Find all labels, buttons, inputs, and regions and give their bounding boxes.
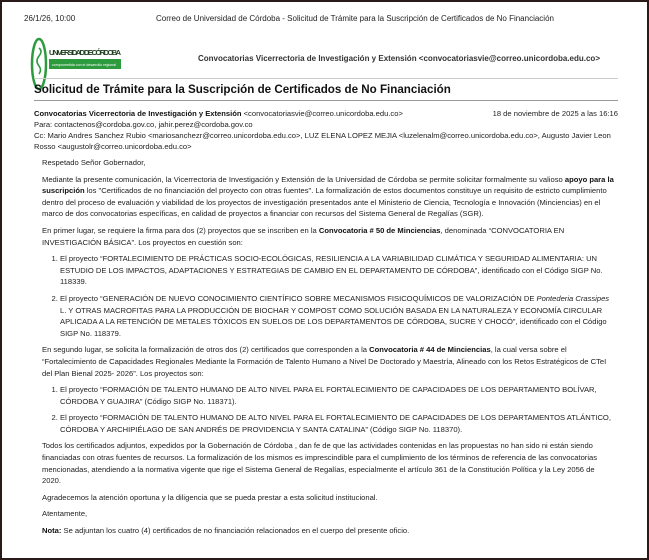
svg-text:UNIVERSIDAD DE CÓRDOBA: UNIVERSIDAD DE CÓRDOBA — [49, 48, 121, 57]
cc-line: Cc: Mario Andres Sanchez Rubio <mariosanchezr@correo.unicordoba.edu.co>, LUZ ELENA LOPEZ MEJIA <luzelenalm@correo.unicordoba.edu.co>, Augusto Javier Leon Rosso <augustolr@correo.unicordoba.edu.co> — [34, 131, 611, 151]
list-item: 1. El proyecto “FORMACIÓN DE TALENTO HUMANO DE ALTO NIVEL PARA EL FORTALECIMIENTO DE CAPACIDADES DE LOS DEPARTAMENTO BOLÍVAR, CÓRDOBA Y GUAJIRA” (Código SIGP No. 118371). — [60, 384, 614, 407]
list-item: 2. El proyecto “FORMACIÓN DE TALENTO HUMANO DE ALTO NIVEL PARA EL FORTALECIMIENTO DE CAPACIDADES DE LOS DEPARTAMENTOS ATLÁNTICO, CÓRDOBA Y ARCHIPIÉLAGO DE SAN ANDRÉS DE PROVIDENCIA Y SANTA CATALINA” (Código SIGP No. 118370). — [60, 412, 614, 435]
greeting: Respetado Señor Gobernador, — [42, 158, 146, 167]
list-item: 1. El proyecto “FORTALECIMIENTO DE PRÁCTICAS SOCIO-ECOLÓGICAS, RESILIENCIA A LA VARIABILIDAD CLIMÁTICA Y SEGURIDAD ALIMENTARIA: UN ESTUDIO DE LOS IMPACTOS, ADAPTACIONES Y ESTRATEGIAS DE CAMBIO EN EL DEPARTAMENTO DE CÓRDOBA”, identificado con el Código SIGP No. 118339. — [60, 253, 614, 288]
projects-list-44 — [42, 384, 614, 435]
paragraph-thanks: Agradecemos la atención oportuna y la diligencia que se pueda prestar a esta solicitud institucional. — [42, 492, 378, 502]
divider — [34, 100, 618, 101]
paragraph-intro: Mediante la presente comunicación, la Vicerrectoria de Investigación y Extensión de la Universidad de Córdoba se permite solicitar formalmente su valioso apoyo para la suscripción los "Certificados de no financiación del proyecto con otras fuentes". La formalización de estos documentos constituye un requisito de estricto cumplimiento dentro del proceso de evaluación y viabilidad de los proyectos de investigación presentados ante el Ministerio de Ciencia, Tecnología e Innovación (Minciencias) en el marco de dos convocatorias específicas, en calidad de proyectos a financiar con recursos del Sistema General de Regalías (SGR). — [42, 174, 614, 219]
message-header — [34, 108, 618, 152]
divider — [34, 78, 618, 79]
paragraph-certificates: Todos los certificados adjuntos, expedidos por la Gobernación de Córdoba , dan fe de que las actividades contenidas en las propuestas no han sido ni están siendo financiadas con otras fuentes de recursos. La formalización de los mismos es imprescindible para el cumplimiento de los términos de referencia de las convocatorias mencionadas, atendiendo a la normativa vigente que rige el Sistema General de Regalías, especialmente el artículo 361 de la Constitución Política y la Ley 2056 de 2020. — [42, 441, 598, 486]
projects-list-50 — [42, 253, 614, 339]
closing: Atentamente, — [42, 509, 88, 519]
email-subject: Solicitud de Trámite para la Suscripción de Certificados de No Financiación — [34, 83, 451, 96]
to-line: Para: contactenos@cordoba.gov.co, jahir.perez@cordoba.gov.co — [34, 120, 253, 129]
print-datetime: 26/1/26, 10:00 — [24, 14, 76, 23]
from-email[interactable]: <convocatoriasvie@correo.unicordoba.edu.co> — [243, 109, 403, 118]
print-page-title: Correo de Universidad de Córdoba - Solicitud de Trámite para la Suscripción de Certificados de No Financiación — [156, 14, 554, 23]
printed-email-page — [2, 2, 647, 558]
svg-text:comprometida con el desarrollo: comprometida con el desarrollo regional — [52, 63, 116, 67]
note: Nota: Se adjuntan los cuatro (4) certificados de no financiación relacionados en el cuerpo del presente oficio. — [42, 526, 410, 536]
message-body — [42, 157, 614, 542]
account-header: Convocatorias Vicerrectoria de Investigación y Extensión <convocatoriasvie@correo.unicordoba.edu.co> — [197, 54, 600, 63]
list-item: 2. El proyecto “GENERACIÓN DE NUEVO CONOCIMIENTO CIENTÍFICO SOBRE MECANISMOS FISICOQUÍMICOS DE VALORIZACIÓN DE Pontederia Crassipes L. Y OTRAS MACROFITAS PARA LA PRODUCCIÓN DE BIOCHAR Y COMPOST COMO SOLUCIÓN BASADA EN LA NATURALEZA Y ECONOMÍA CIRCULAR APLICADA A LA RETENCIÓN DE METALES TÓXICOS EN SUELOS DE LOS DEPARTAMENTOS DE CÓRDOBA, SUCRE Y CHOCÓ”, identificado con el Código SIGP No. 118379. — [60, 293, 614, 339]
message-date: 18 de noviembre de 2025 a las 16:16 — [492, 109, 618, 118]
paragraph-convocatoria-50: En primer lugar, se requiere la firma para dos (2) proyectos que se inscriben en la Convocatoria # 50 de Minciencias, denominada “CONVOCATORIA EN INVESTIGACIÓN BÁSICA”. Los proyectos en cuestión son: — [42, 225, 565, 247]
from-name: Convocatorias Vicerrectoria de Investigación y Extensión — [34, 109, 242, 118]
paragraph-convocatoria-44: En segundo lugar, se solicita la formalización de otros dos (2) certificados que corresponden a la Convocatoria # 44 de Minciencias, la cual versa sobre el “Fortalecimiento de Capacidades Regionales Mediante la Formación de Talento Humano a Nivel De Doctorado y Maestría, Alineado con los Retos Estratégicos de CTeI del Plan Bienal 2025- 2026”. Los proyectos son: — [42, 345, 607, 378]
